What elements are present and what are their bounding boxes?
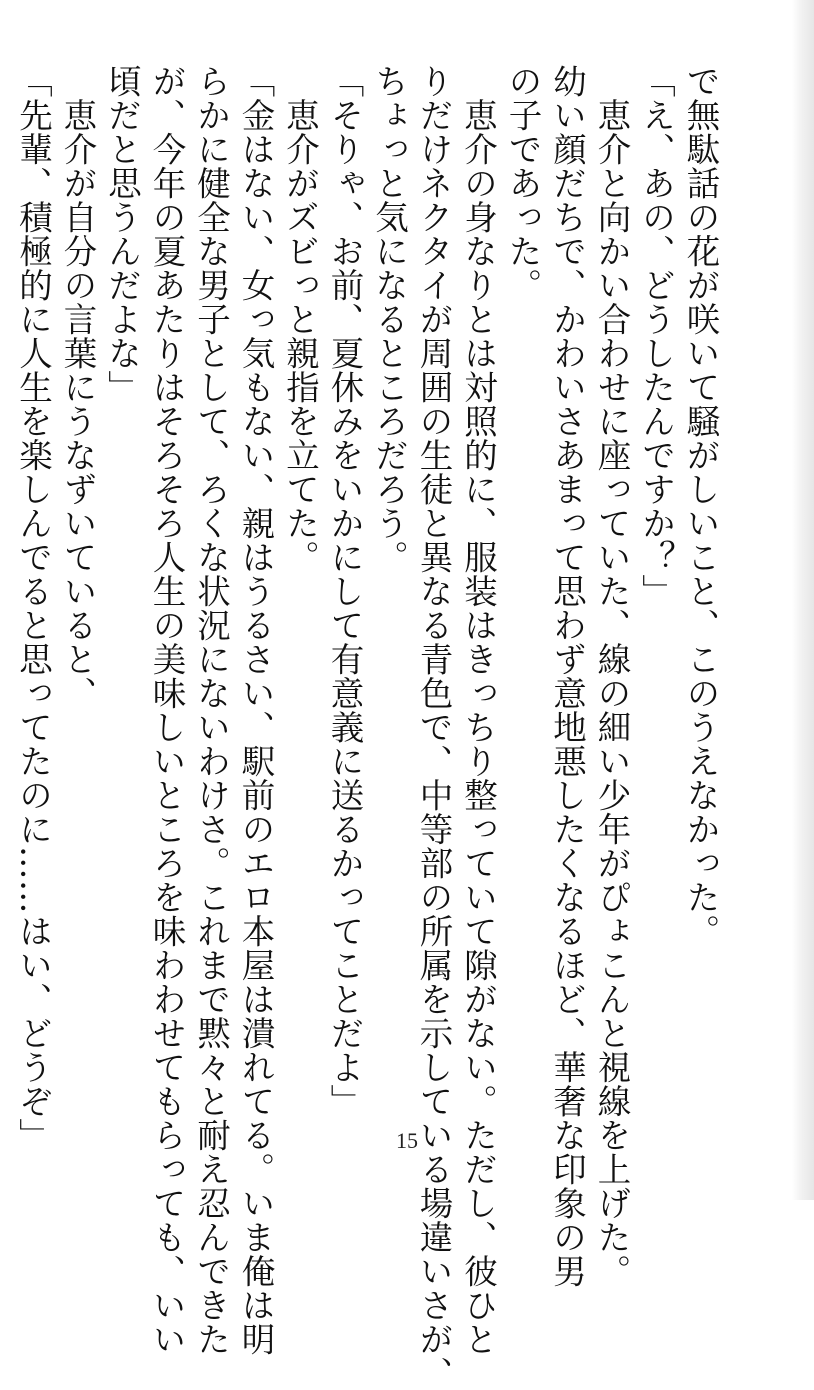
text-line: ちょっと気になるところだろう。 xyxy=(369,64,409,574)
text-line: 恵介がズビっと親指を立てた。 xyxy=(280,64,320,574)
text-line: 「え、あの、どうしたんですか？」 xyxy=(636,64,676,608)
text-line: 幼い顔だちで、かわいさあまって思わず意地悪したくなるほど、華奢な印象の男 xyxy=(547,64,587,1288)
text-line: らかに健全な男子として、ろくな状況にないわけさ。これまで黙々と耐え忍んできた xyxy=(191,64,231,1356)
text-line: の子であった。 xyxy=(503,64,542,302)
text-line: 頃だと思うんだよな」 xyxy=(102,64,142,404)
text-line: 「金はない、女っ気もない、親はうるさい、駅前のエロ本屋は潰れてる。いま俺は明 xyxy=(236,64,275,1356)
text-line: が、今年の夏あたりはそろそろ人生の美味しいところを味わわせてもらっても、いい xyxy=(147,64,186,1356)
text-line: 「そりゃ、お前、夏休みをいかにして有意義に送るかってことだよ」 xyxy=(325,64,364,1118)
text-line: 「先輩、積極的に人生を楽しんでると思ってたのに……はい、どうぞ」 xyxy=(13,64,53,1152)
text-line: りだけネクタイが周囲の生徒と異なる青色で、中等部の所属を示している場違いさが、 xyxy=(414,64,453,1390)
page-edge-shadow xyxy=(792,0,814,1200)
page-number: 15 xyxy=(396,1128,418,1153)
text-line: 恵介と向かい合わせに座っていた、線の細い少年がぴょこんと視線を上げた。 xyxy=(592,64,631,1288)
text-line: 恵介が自分の言葉にうなずいていると、 xyxy=(58,64,97,710)
text-line: で無駄話の花が咲いて騒がしいこと、このうえなかった。 xyxy=(681,64,720,948)
text-line: 恵介の身なりとは対照的に、服装はきっちり整っていて隙がない。ただし、彼ひと xyxy=(458,64,498,1356)
